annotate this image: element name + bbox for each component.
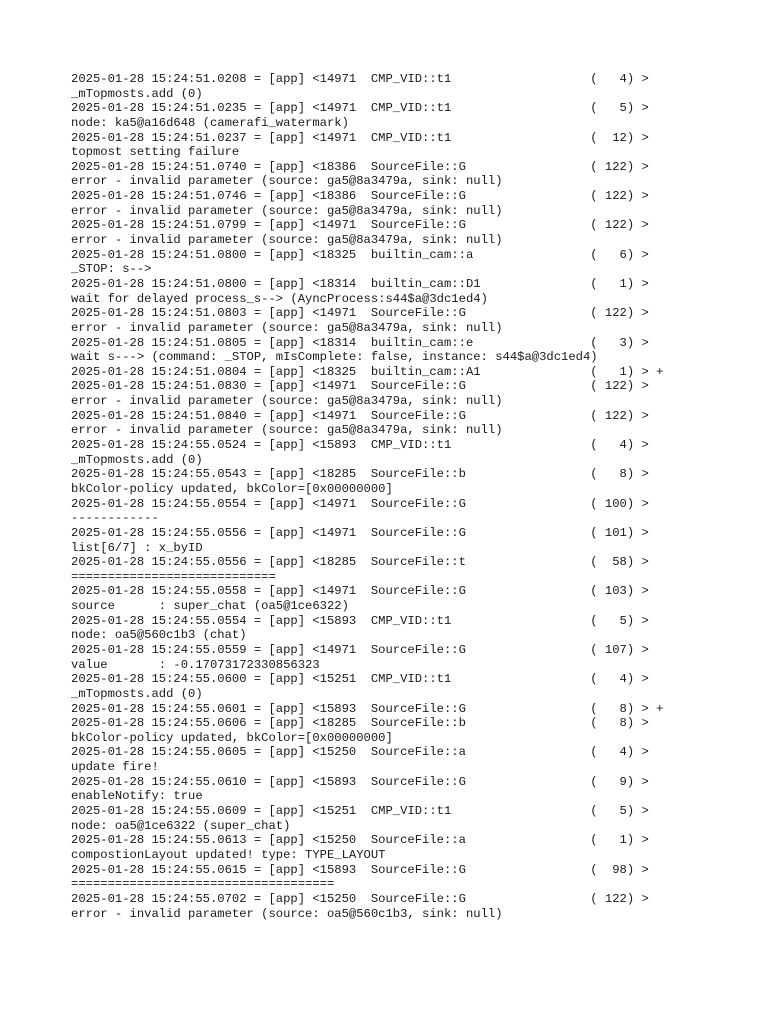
- log-line: 2025-01-28 15:24:55.0524 = [app] <15893 CMP_VID::t1 ( 4) >: [71, 438, 649, 453]
- log-line: 2025-01-28 15:24:51.0830 = [app] <14971 SourceFile::G ( 122) >: [71, 379, 649, 394]
- log-line: compostionLayout updated! type: TYPE_LAYOUT: [71, 847, 386, 862]
- log-line: 2025-01-28 15:24:55.0554 = [app] <15893 CMP_VID::t1 ( 5) >: [71, 613, 649, 628]
- log-line: 2025-01-28 15:24:55.0543 = [app] <18285 SourceFile::b ( 8) >: [71, 467, 649, 482]
- log-line: 2025-01-28 15:24:55.0600 = [app] <15251 CMP_VID::t1 ( 4) >: [71, 672, 649, 687]
- log-line: bkColor-policy updated, bkColor=[0x00000000]: [71, 730, 393, 745]
- log-line: 2025-01-28 15:24:55.0615 = [app] <15893 SourceFile::G ( 98) >: [71, 862, 649, 877]
- log-line: node: ka5@a16d648 (camerafi_watermark): [71, 115, 349, 130]
- log-line: 2025-01-28 15:24:51.0805 = [app] <18314 builtin_cam::e ( 3) >: [71, 335, 649, 350]
- log-line: 2025-01-28 15:24:51.0237 = [app] <14971 CMP_VID::t1 ( 12) >: [71, 130, 649, 145]
- log-line: error - invalid parameter (source: oa5@560c1b3, sink: null): [71, 906, 503, 921]
- log-line: error - invalid parameter (source: ga5@8a3479a, sink: null): [71, 320, 503, 335]
- log-line: value : -0.17073172330856323: [71, 657, 320, 672]
- log-line: error - invalid parameter (source: ga5@8a3479a, sink: null): [71, 233, 503, 248]
- log-line: 2025-01-28 15:24:55.0601 = [app] <15893 SourceFile::G ( 8) > +: [71, 701, 664, 716]
- log-line: 2025-01-28 15:24:55.0556 = [app] <14971 SourceFile::G ( 101) >: [71, 525, 649, 540]
- log-line: error - invalid parameter (source: ga5@8a3479a, sink: null): [71, 423, 503, 438]
- log-line: 2025-01-28 15:24:55.0606 = [app] <18285 SourceFile::b ( 8) >: [71, 716, 649, 731]
- log-line: 2025-01-28 15:24:51.0740 = [app] <18386 SourceFile::G ( 122) >: [71, 159, 649, 174]
- log-line: list[6/7] : x_byID: [71, 540, 203, 555]
- log-line: topmost setting failure: [71, 145, 240, 160]
- log-line: 2025-01-28 15:24:55.0605 = [app] <15250 SourceFile::a ( 4) >: [71, 745, 649, 760]
- log-line: _mTopmosts.add (0): [71, 686, 203, 701]
- log-line: source : super_chat (oa5@1ce6322): [71, 599, 349, 614]
- log-line: error - invalid parameter (source: ga5@8a3479a, sink: null): [71, 394, 503, 409]
- log-text: [71, 72, 663, 921]
- log-line: 2025-01-28 15:24:51.0235 = [app] <14971 CMP_VID::t1 ( 5) >: [71, 101, 649, 116]
- log-line: 2025-01-28 15:24:55.0702 = [app] <15250 SourceFile::G ( 122) >: [71, 891, 649, 906]
- log-line: 2025-01-28 15:24:51.0208 = [app] <14971 CMP_VID::t1 ( 4) >: [71, 72, 649, 86]
- log-line: 2025-01-28 15:24:55.0610 = [app] <15893 SourceFile::G ( 9) >: [71, 774, 649, 789]
- log-line: _mTopmosts.add (0): [71, 452, 203, 467]
- log-line: 2025-01-28 15:24:51.0800 = [app] <18314 builtin_cam::D1 ( 1) >: [71, 276, 649, 291]
- log-line: _mTopmosts.add (0): [71, 86, 203, 101]
- log-line: 2025-01-28 15:24:51.0800 = [app] <18325 builtin_cam::a ( 6) >: [71, 247, 649, 262]
- log-line: bkColor-policy updated, bkColor=[0x00000000]: [71, 481, 393, 496]
- log-line: 2025-01-28 15:24:51.0804 = [app] <18325 builtin_cam::A1 ( 1) > +: [71, 364, 664, 379]
- log-line: error - invalid parameter (source: ga5@8a3479a, sink: null): [71, 174, 503, 189]
- log-line: 2025-01-28 15:24:55.0559 = [app] <14971 SourceFile::G ( 107) >: [71, 642, 649, 657]
- log-line: wait for delayed process_s--> (AyncProcess:s44$a@3dc1ed4): [71, 291, 488, 306]
- log-line: error - invalid parameter (source: ga5@8a3479a, sink: null): [71, 203, 503, 218]
- log-line: update fire!: [71, 760, 159, 775]
- log-line: 2025-01-28 15:24:55.0609 = [app] <15251 CMP_VID::t1 ( 5) >: [71, 804, 649, 819]
- log-line: 2025-01-28 15:24:55.0554 = [app] <14971 SourceFile::G ( 100) >: [71, 496, 649, 511]
- log-line: 2025-01-28 15:24:51.0799 = [app] <14971 SourceFile::G ( 122) >: [71, 218, 649, 233]
- log-line: enableNotify: true: [71, 789, 203, 804]
- log-line: wait s---> (command: _STOP, mIsComplete: false, instance: s44$a@3dc1ed4): [71, 350, 598, 365]
- log-line: 2025-01-28 15:24:51.0803 = [app] <14971 SourceFile::G ( 122) >: [71, 306, 649, 321]
- log-line: 2025-01-28 15:24:51.0840 = [app] <14971 SourceFile::G ( 122) >: [71, 408, 649, 423]
- log-line: 2025-01-28 15:24:55.0556 = [app] <18285 SourceFile::t ( 58) >: [71, 555, 649, 570]
- log-line: _STOP: s-->: [71, 262, 152, 277]
- log-line: ====================================: [71, 877, 335, 892]
- log-line: 2025-01-28 15:24:51.0746 = [app] <18386 SourceFile::G ( 122) >: [71, 189, 649, 204]
- log-line: 2025-01-28 15:24:55.0558 = [app] <14971 SourceFile::G ( 103) >: [71, 584, 649, 599]
- log-line: node: oa5@560c1b3 (chat): [71, 628, 247, 643]
- log-line: ============================: [71, 569, 276, 584]
- log-line: 2025-01-28 15:24:55.0613 = [app] <15250 SourceFile::a ( 1) >: [71, 833, 649, 848]
- log-line: ------------: [71, 511, 159, 526]
- log-line: node: oa5@1ce6322 (super_chat): [71, 818, 291, 833]
